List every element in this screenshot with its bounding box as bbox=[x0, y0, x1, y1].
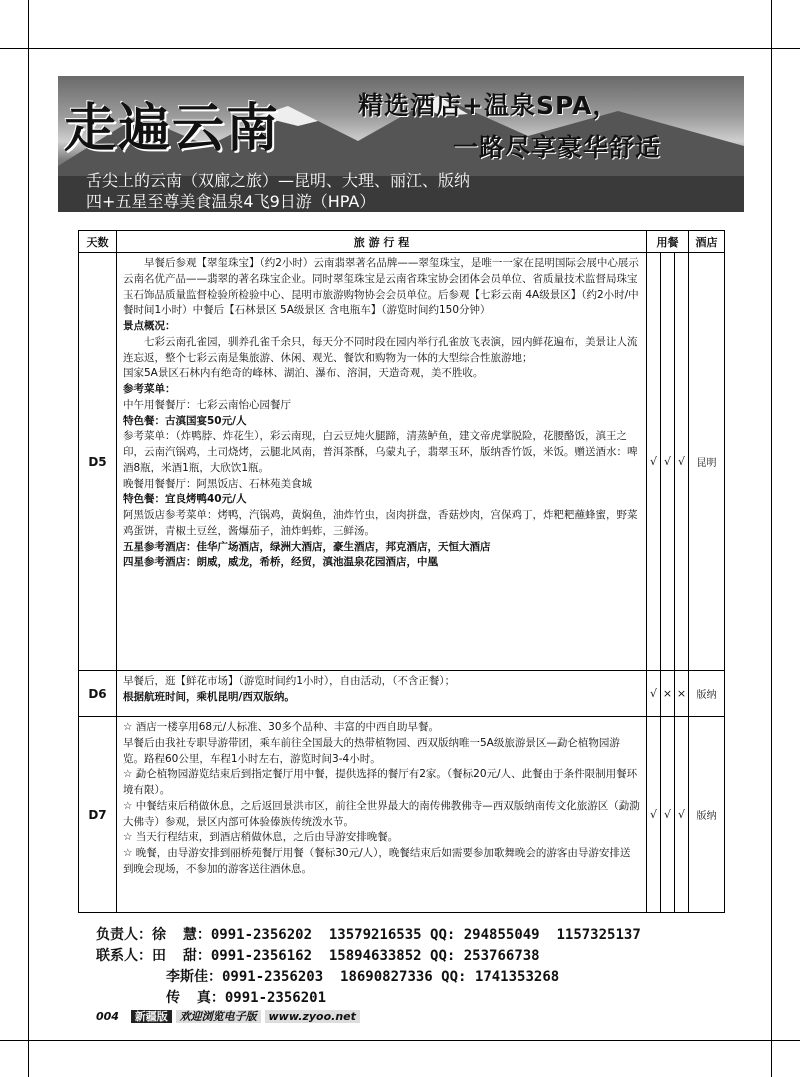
frame-left-line bbox=[28, 0, 29, 1077]
table-row-d5 bbox=[79, 253, 725, 671]
hotel-cell: 版纳 bbox=[689, 671, 725, 717]
table-row-d7 bbox=[79, 717, 725, 913]
contact-phone: 0991-2356201 bbox=[224, 990, 327, 1006]
itinerary-line: 早餐后，逛【鲜花市场】（游览时间约1小时），自由活动，（不含正餐）； bbox=[123, 675, 456, 687]
itinerary-line: 阿黑饭店参考菜单：烤鸭，汽锅鸡，黄焖鱼，油炸竹虫，卤肉拼盘，香菇炒肉，宫保鸡丁，炸粑粑蘸蜂蜜，野菜鸡蛋饼，青椒土豆丝，酱爆茄子，油炸蚂蚱，三鲜汤。 bbox=[123, 509, 638, 537]
itinerary-line: 参考菜单：（炸鸭脖、炸花生），彩云南现，白云豆炖火腿蹄，清蒸鲈鱼，建文帝虎掌脱险，花腰酪饭，滇王之印，云南汽锅鸡，土司烧烤，云腿北风南，普洱茶酥，乌蒙丸子，翡翠玉环，版纳香竹饭，米饭。赠送酒水：啤酒8瓶，米酒1瓶，大欣饮1瓶。 bbox=[123, 430, 638, 474]
header-itinerary: 旅 游 行 程 bbox=[117, 231, 647, 253]
header-banner bbox=[58, 76, 744, 212]
banner-subtitle-2: 四+五星至尊美食温泉4飞9日游（HPA） bbox=[86, 192, 376, 211]
banner-title: 走遍云南 bbox=[64, 99, 281, 159]
itinerary-line: ☆ 晚餐，由导游安排到丽桥苑餐厅用餐（餐标30元/人），晚餐结束后如需要参加歌舞晚会的游客由导游安排送到晚会现场，不参加的游客送往酒休息。 bbox=[123, 847, 631, 875]
contact-label: 联系人： bbox=[96, 948, 152, 964]
header-day: 天数 bbox=[79, 231, 117, 253]
frame-top-line bbox=[0, 48, 800, 49]
itinerary-line: 中午用餐餐厅：七彩云南怡心园餐厅 bbox=[123, 398, 291, 411]
itinerary-line: 五星参考酒店：佳华广场酒店，绿洲大酒店，豪生酒店，邦克酒店，天恒大酒店 bbox=[123, 540, 491, 553]
itinerary-line: 晚餐用餐餐厅：阿黑饭店、石林苑美食城 bbox=[123, 477, 312, 490]
itinerary-line: 特色餐：古滇国宴50元/人 bbox=[123, 414, 247, 427]
contact-phone: 0991-2356162 bbox=[210, 948, 313, 964]
header-hotel: 酒店 bbox=[689, 231, 725, 253]
contact-row bbox=[96, 967, 641, 988]
itinerary-line: ☆ 当天行程结束，到酒店稍做休息，之后由导游安排晚餐。 bbox=[123, 831, 399, 844]
contact-block bbox=[96, 925, 641, 1009]
contact-name: 田 甜： bbox=[152, 948, 211, 964]
itinerary-cell bbox=[117, 671, 647, 717]
table-header-row bbox=[79, 231, 725, 253]
meal-lunch: √ bbox=[661, 717, 675, 913]
hotel-cell: 昆明 bbox=[689, 253, 725, 671]
contact-mobile: 18690827336 bbox=[340, 969, 433, 985]
itinerary-line: ☆ 勐仑植物园游览结束后到指定餐厅用中餐，提供选择的餐厅有2家。（餐标20元/人、此餐由于条件限制用餐环境有限）。 bbox=[123, 768, 638, 796]
itinerary-line: 国家5A景区石林内有绝奇的峰林、湖泊、瀑布、溶洞，天造奇观，美不胜收。 bbox=[123, 367, 484, 380]
itinerary-line: 参考菜单： bbox=[123, 383, 176, 395]
itinerary-line: ☆ 中餐结束后稍做休息，之后返回景洪市区，前往全世界最大的南传佛教佛寺—西双版纳南传文化旅游区（勐泐大佛寺）参观，景区内部可体验傣族传统泼水节。 bbox=[123, 799, 640, 828]
page-number: 004 bbox=[96, 1010, 119, 1023]
contact-mobile: 13579216535 bbox=[328, 927, 422, 943]
meal-breakfast: √ bbox=[647, 717, 661, 913]
frame-right-line bbox=[771, 0, 772, 1077]
meal-breakfast: √ bbox=[647, 671, 661, 717]
contact-qq: QQ: 253766738 bbox=[430, 948, 540, 964]
footer-site-link[interactable]: www.zyoo.net bbox=[265, 1010, 360, 1023]
contact-qq: QQ: 294855049 1157325137 bbox=[430, 927, 641, 943]
itinerary-line: 四星参考酒店：朗威，威龙，希桥，经贸，滇池温泉花园酒店，中凰 bbox=[123, 556, 438, 569]
itinerary-cell bbox=[117, 253, 647, 671]
banner-tagline-2: 一路尽享豪华舒适 bbox=[453, 133, 662, 162]
contact-row bbox=[96, 925, 641, 946]
itinerary-line: 特色餐：宜良烤鸭40元/人 bbox=[123, 493, 247, 506]
itinerary-line: 根据航班时间，乘机昆明/西双版纳。 bbox=[123, 690, 295, 703]
footer-welcome: 欢迎浏览电子版 bbox=[176, 1010, 261, 1023]
meal-lunch: × bbox=[661, 671, 675, 717]
contact-name: 李斯佳： bbox=[166, 969, 222, 985]
contact-mobile: 15894633852 bbox=[328, 948, 422, 964]
contact-qq: QQ: 1741353268 bbox=[441, 969, 560, 985]
itinerary-line: 早餐后参观【翠玺珠宝】（约2小时）云南翡翠著名品牌——翠玺珠宝，是唯一一家在昆明国际会展中心展示云南名优产品——翡翠的著名珠宝企业。同时翠玺珠宝是云南省珠宝协会团体会员单位、省质量技术监督局珠宝玉石饰品质量监督检验所检验中心、昆明市旅游购物协会会员单位。后参观【七彩云南 4A级景区】（约2小时/中餐时间1小时）中餐后【石林景区 5A级景区 含电瓶车】（游览时间约150分钟） bbox=[123, 257, 639, 317]
meal-breakfast: √ bbox=[647, 253, 661, 671]
table-row-d6 bbox=[79, 671, 725, 717]
edition-badge: 新疆版 bbox=[131, 1010, 172, 1023]
contact-row bbox=[96, 988, 641, 1009]
contact-name: 徐 慧： bbox=[152, 927, 211, 943]
page-footer bbox=[96, 1008, 360, 1024]
day-cell: D5 bbox=[79, 253, 117, 671]
meal-dinner: √ bbox=[675, 717, 689, 913]
contact-name: 传 真： bbox=[166, 990, 225, 1006]
header-meal: 用餐 bbox=[647, 231, 689, 253]
itinerary-line: 景点概况： bbox=[123, 320, 176, 332]
contact-row bbox=[96, 946, 641, 967]
itinerary-line: ☆ 酒店一楼享用68元/人标准、30多个品种、丰富的中西自助早餐。 bbox=[123, 721, 440, 733]
frame-bottom-line bbox=[0, 1040, 800, 1041]
meal-lunch: √ bbox=[661, 253, 675, 671]
itinerary-line: 早餐后由我社专职导游带团，乘车前往全国最大的热带植物园、西双版纳唯一5A级旅游景区—勐仑植物园游览。路程60公里，车程1小时左右，游览时间3-4小时。 bbox=[123, 736, 620, 765]
banner-tagline-1: 精选酒店+温泉SPA， bbox=[358, 91, 619, 120]
contact-label: 负责人： bbox=[96, 927, 152, 943]
itinerary-cell bbox=[117, 717, 647, 913]
meal-dinner: × bbox=[675, 671, 689, 717]
day-cell: D7 bbox=[79, 717, 117, 913]
contact-phone: 0991-2356202 bbox=[210, 927, 313, 943]
itinerary-table bbox=[78, 230, 725, 913]
contact-phone: 0991-2356203 bbox=[222, 969, 324, 985]
banner-subtitle-1: 舌尖上的云南（双廊之旅）—昆明、大理、丽江、版纳 bbox=[86, 171, 471, 190]
day-cell: D6 bbox=[79, 671, 117, 717]
meal-dinner: √ bbox=[675, 253, 689, 671]
hotel-cell: 版纳 bbox=[689, 717, 725, 913]
itinerary-line: 七彩云南孔雀园，驯养孔雀千余只，每天分不同时段在园内举行孔雀放飞表演，园内鲜花遍布，美景让人流连忘返，整个七彩云南是集旅游、休闲、观光、餐饮和购物为一体的大型综合性旅游地； bbox=[123, 335, 638, 364]
